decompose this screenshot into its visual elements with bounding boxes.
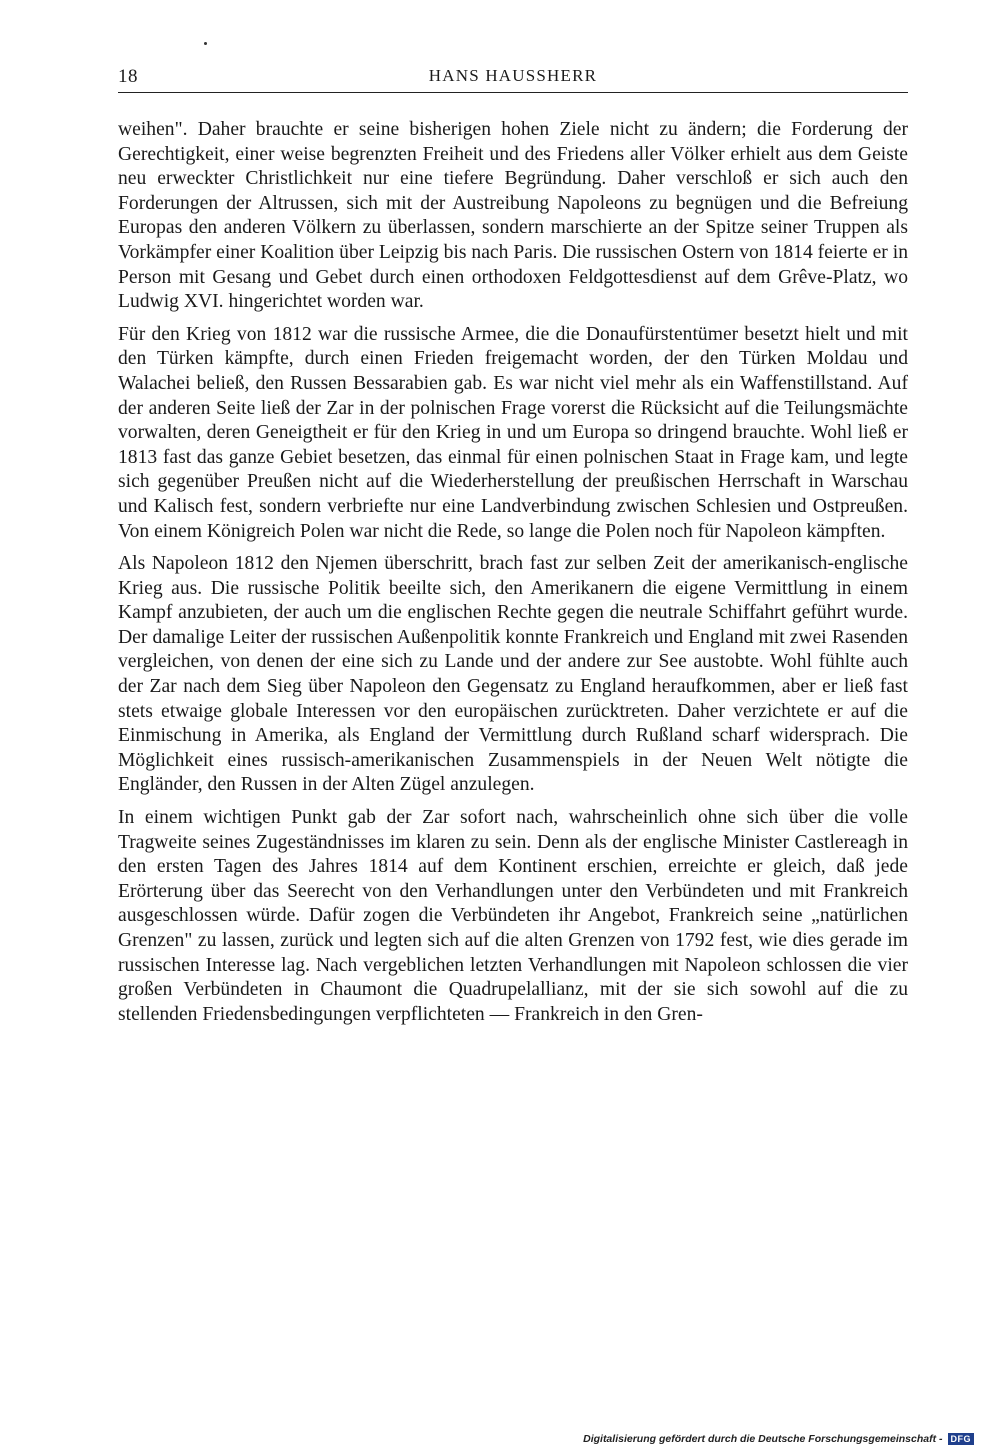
page-header <box>118 66 908 93</box>
paragraph-2: Für den Krieg von 1812 war die russische Armee, die die Donaufürstentümer besetzt hielt und mit den Türken kämpfte, durch einen Frieden freigemacht worden, der den Türken Moldau und Walachei beließ, den Russen Bessarabien gab. Es war nicht viel mehr als ein Waffenstillstand. Auf der anderen Seite ließ der Zar in der polnischen Frage vorerst die Rücksicht auf die Teilungsmächte vorwalten, deren Geneigtheit er für den Krieg in und um Europa so dringend brauchte. Wohl ließ er 1813 fast das ganze Gebiet besetzen, das einmal für einen polnischen Staat in Frage kam, und legte sich gegenüber Preußen nicht auf die Wiederherstellung der preußischen Herrschaft in Warschau und Kalisch fest, sondern verbriefte nur eine Landverbindung zwischen Schlesien und Ostpreußen. Von einem Königreich Polen war nicht die Rede, so lange die Polen noch für Napoleon kämpften. <box>118 323 908 542</box>
running-head-author: HANS HAUSSHERR <box>428 66 598 85</box>
scan-speck <box>204 42 207 45</box>
paragraph-1: weihen". Daher brauchte er seine bisherigen hohen Ziele nicht zu ändern; die Forderung der Gerechtigkeit, einer weise begrenzten Freiheit und des Friedens aller Völker erhielt aus dem Geiste neu erweckter Christlichkeit nur eine tiefere Begründung. Daher verschloß er sich auch den Forderungen der Altrussen, sich mit der Austreibung Napoleons zu begnügen und die Befreiung Europas den anderen Völkern zu überlassen, sondern marschierte an der Spitze seiner Truppen als Vorkämpfer einer Koalition über Leipzig bis nach Paris. Die russischen Ostern von 1814 feierte er in Person mit Gesang und Gebet durch einen orthodoxen Feldgottesdienst auf dem Grêve-Platz, wo Ludwig XVI. hingerichtet worden war. <box>118 119 908 313</box>
digitization-footer <box>583 1433 974 1445</box>
paragraph-3: Als Napoleon 1812 den Njemen überschritt, brach fast zur selben Zeit der amerikanisch-englische Krieg aus. Die russische Politik beeilte sich, den Amerikanern die eigene Vermittlung in einem Kampf anzubieten, der auch um die englischen Rechte gegen die neutrale Schiffahrt geführt wurde. Der damalige Leiter der russischen Außenpolitik konnte Frankreich und England mit zwei Rasenden vergleichen, von denen der eine sich zu Lande und der andere zur See austobte. Wohl fühlte auch der Zar nach dem Sieg über Napoleon den Gegensatz zu England heraufkommen, aber er ließ fast stets etwaige globale Interessen vor den europäischen zurücktreten. Daher verzichtete er auf die Einmischung in Amerika, als England der Vermittlung durch Rußland scharf widersprach. Die Möglichkeit eines russisch-amerikanischen Zusammenspiels in der Neuen Welt nötigte die Engländer, den Russen in der Alten Zügel anzulegen. <box>118 553 908 796</box>
digitization-note: Digitalisierung gefördert durch die Deutsche Forschungsgemeinschaft - <box>583 1433 943 1445</box>
paragraph-4: In einem wichtigen Punkt gab der Zar sofort nach, wahrscheinlich ohne sich über die volle Tragweite seines Zugeständnisses im klaren zu sein. Denn als der englische Minister Castlereagh in den ersten Tagen des Jahres 1814 auf dem Kontinent erschien, erreichte er gleich, daß jede Erörterung über das Seerecht von den Verhandlungen unter den Verbündeten und mit Frankreich ausgeschlossen würde. Dafür zogen die Verbündeten ihr Angebot, Frankreich seine „natürlichen Grenzen" zu lassen, zurück und legten sich auf die alten Grenzen von 1792 fest, wie dies gerade im russischen Interesse lag. Nach vergeblichen letzten Verhandlungen mit Napoleon schlossen die vier großen Verbündeten in Chaumont die Quadrupelallianz, mit der sie sich sowohl auf die zu stellenden Friedensbedingungen verpflichteten — Frankreich in den Gren- <box>118 807 908 1025</box>
dfg-logo-icon: DFG <box>948 1433 975 1445</box>
page-number: 18 <box>118 66 138 87</box>
body-text <box>118 118 908 1035</box>
